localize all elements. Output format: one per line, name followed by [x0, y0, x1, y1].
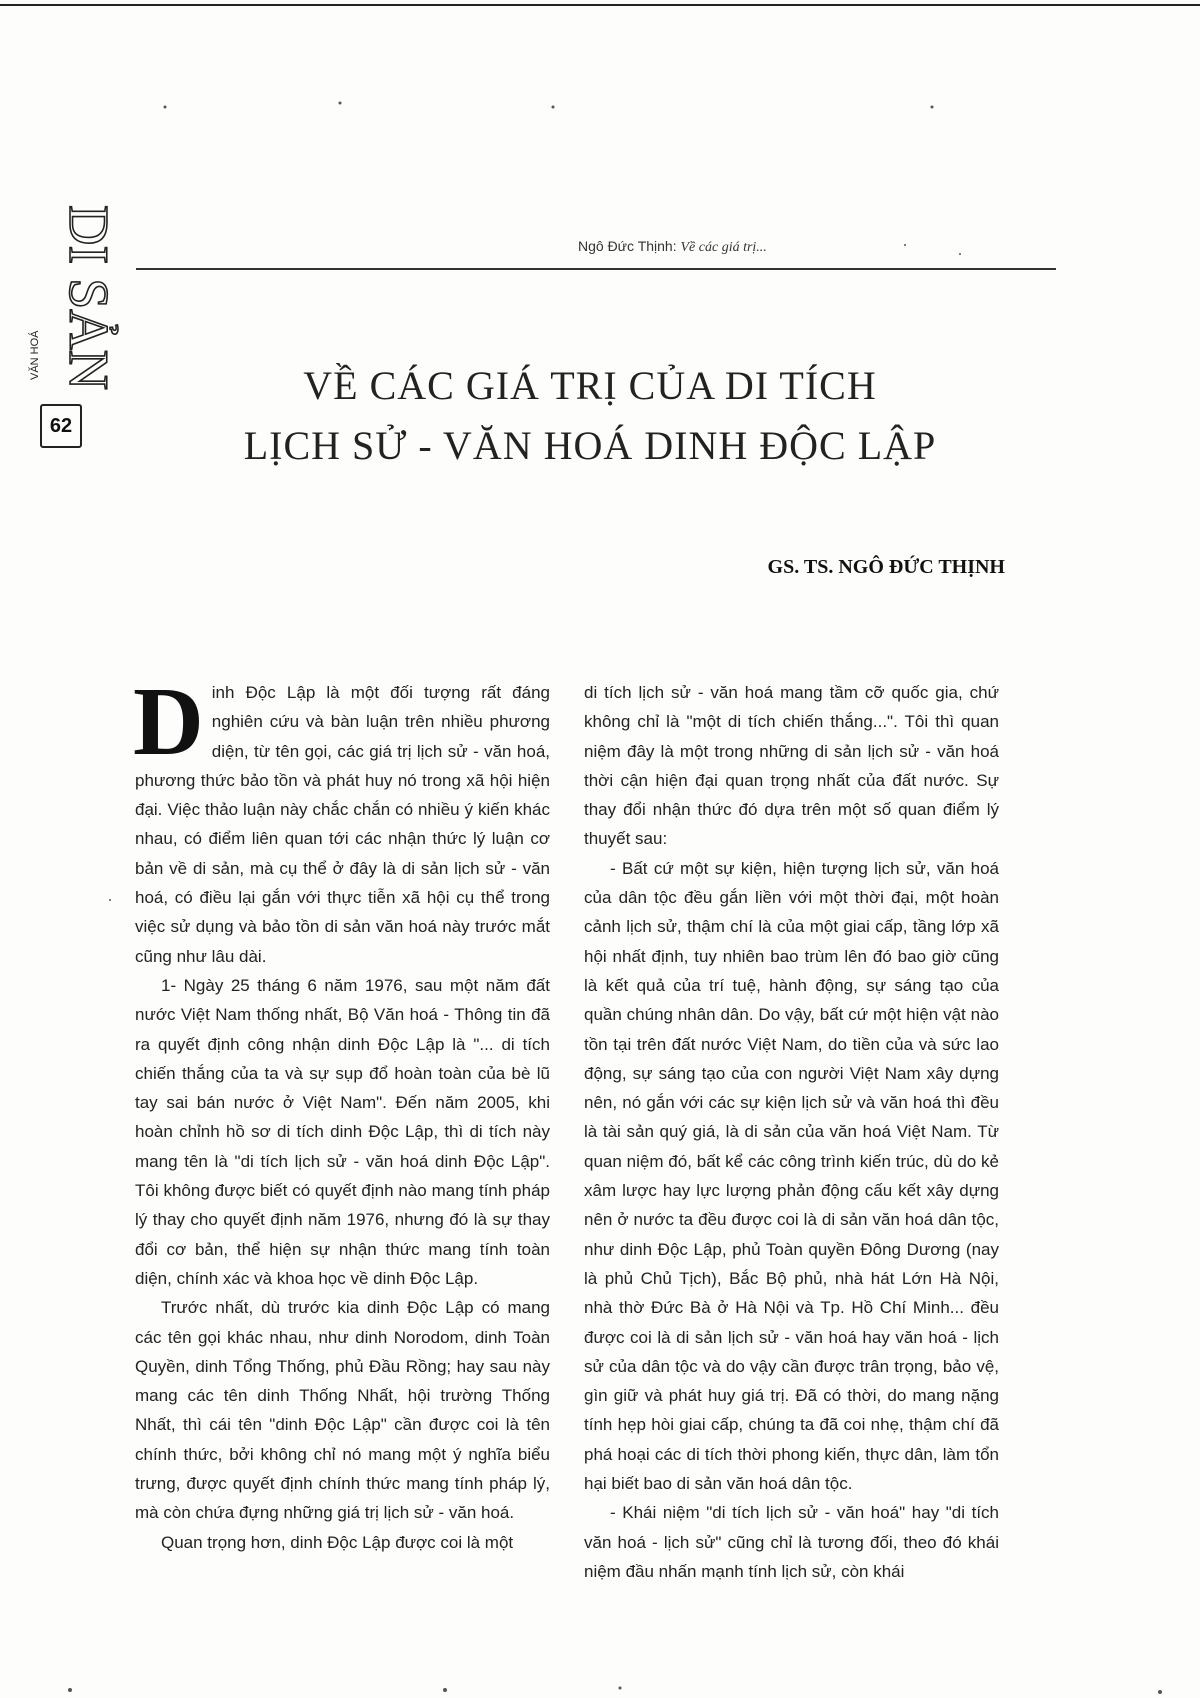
paragraph: Quan trọng hơn, dinh Độc Lập được coi là một — [161, 1532, 514, 1552]
masthead-name: DI SẢN — [57, 205, 119, 391]
article-title-line-1: VỀ CÁC GIÁ TRỊ CỦA DI TÍCH — [303, 363, 877, 408]
paragraph: 1- Ngày 25 tháng 6 năm 1976, sau một năm đất nước Việt Nam thống nhất, Bộ Văn hoá - Thông tin đã ra quyết định công nhận dinh Độc Lập là "... di tích chiến thắng của ta và sự sụp đổ hoàn toàn của bè lũ tay sai bán nước ở Việt Nam". Đến năm 2005, khi hoàn chỉnh hồ sơ di tích dinh Độc Lập, thì di tích này mang tên là "di tích lịch sử - văn hoá dinh Độc Lập". Tôi không được biết có quyết định nào mang tính pháp lý thay cho quyết định năm 1976, nhưng đó là sự thay đổi cơ bản, thể hiện sự nhận thức mang tính toàn diện, chính xác và khoa học về dinh Độc Lập. — [135, 975, 550, 1288]
body-column-left — [133, 668, 550, 1557]
paragraph: - Khái niệm "di tích lịch sử - văn hoá" hay "di tích văn hoá - lịch sử" cũng chỉ là tương đối, theo đó khái niệm đầu nhấn mạnh tính lịch sử, còn khái — [584, 1503, 999, 1581]
paragraph: - Bất cứ một sự kiện, hiện tượng lịch sử, văn hoá của dân tộc đều gắn liền với một thời đại, một hoàn cảnh lịch sử, thậm chí là của một giai cấp, tầng lớp xã hội nhất định, tuy nhiên bao trùm lên đó bao giờ cũng là kết quả của trí tuệ, hành động, sự sáng tạo của quần chúng nhân dân. Do vậy, bất cứ một hiện vật nào tồn tại trên đất nước Việt Nam, do tiền của và sức lao động, sự sáng tạo của con người Việt Nam xây dựng nên, nó gắn với các sự kiện lịch sử và văn hoá thì đều là tài sản quý giá, là di sản của văn hoá Việt Nam. Từ quan niệm đó, bất kể các công trình kiến trúc, dù do kẻ xâm lược hay lực lượng phản động cấu kết xây dựng nên ở nước ta đều được coi là di sản văn hoá dân tộc, như dinh Độc Lập, phủ Toàn quyền Đông Dương (nay là phủ Chủ Tịch), Bắc Bộ phủ, nhà hát Lớn Hà Nội, nhà thờ Đức Bà ở Hà Nội và Tp. Hồ Chí Minh... đều được coi là di sản lịch sử - văn hoá hay văn hoá - lịch sử của dân tộc và do vậy cần được trân trọng, bảo vệ, gìn giữ và phát huy giá trị. Đã có thời, do mang nặng tính hẹp hòi giai cấp, chúng ta đã coi nhẹ, thậm chí đã phá hoại các di tích thời phong kiến, thực dân, làm tổn hại biết bao di sản văn hoá dân tộc. — [584, 858, 999, 1494]
paragraph: di tích lịch sử - văn hoá mang tầm cỡ quốc gia, chứ không chỉ là "một di tích chiến thắng...". Tôi thì quan niệm đây là một trong những di sản lịch sử - văn hoá thời cận hiện đại quan trọng nhất của đất nước. Sự thay đổi nhận thức đó dựa trên một số quan điểm lý thuyết sau: — [584, 683, 999, 849]
body-column-right — [584, 678, 999, 1586]
drop-cap: D — [133, 668, 204, 776]
masthead-sub: VĂN HOÁ — [29, 330, 41, 380]
running-header-author: Ngô Đức Thịnh: — [578, 238, 677, 254]
running-header-title: Về các giá trị... — [680, 240, 767, 255]
article-title-line-2: LỊCH SỬ - VĂN HOÁ DINH ĐỘC LẬP — [243, 423, 937, 468]
article-author: GS. TS. NGÔ ĐỨC THỊNH — [767, 556, 1005, 578]
header-rule — [136, 268, 1056, 270]
running-header — [578, 238, 767, 256]
paragraph: Dinh Độc Lập là một đối tượng rất đáng nghiên cứu và bàn luận trên nhiều phương diện, từ tên gọi, các giá trị lịch sử - văn hoá, phương thức bảo tồn và phát huy nó trong xã hội hiện đại. Việc thảo luận này chắc chắn có nhiều ý kiến khác nhau, có điểm liên quan tới các nhận thức lý luận cơ bản về di sản, mà cụ thể ở đây là di sản lịch sử - văn hoá, có điều lại gắn với thực tiễn xã hội cụ thể trong việc sử dụng và bảo tồn di sản văn hoá này trước mắt cũng như lâu dài. — [133, 668, 550, 966]
page-number: 62 — [40, 404, 82, 448]
paragraph: Trước nhất, dù trước kia dinh Độc Lập có mang các tên gọi khác nhau, như dinh Norodom, dinh Toàn Quyền, dinh Tổng Thống, phủ Đầu Rồng; hay sau này mang các tên dinh Thống Nhất, hội trường Thống Nhất, thì cái tên "dinh Độc Lập" cần được coi là tên chính thức, bởi không chỉ nó mang một ý nghĩa biểu trưng, được quyết định chính thức mang tính pháp lý, mà còn chứa đựng những giá trị lịch sử - văn hoá. — [135, 1298, 550, 1523]
top-scan-border — [0, 4, 1200, 6]
